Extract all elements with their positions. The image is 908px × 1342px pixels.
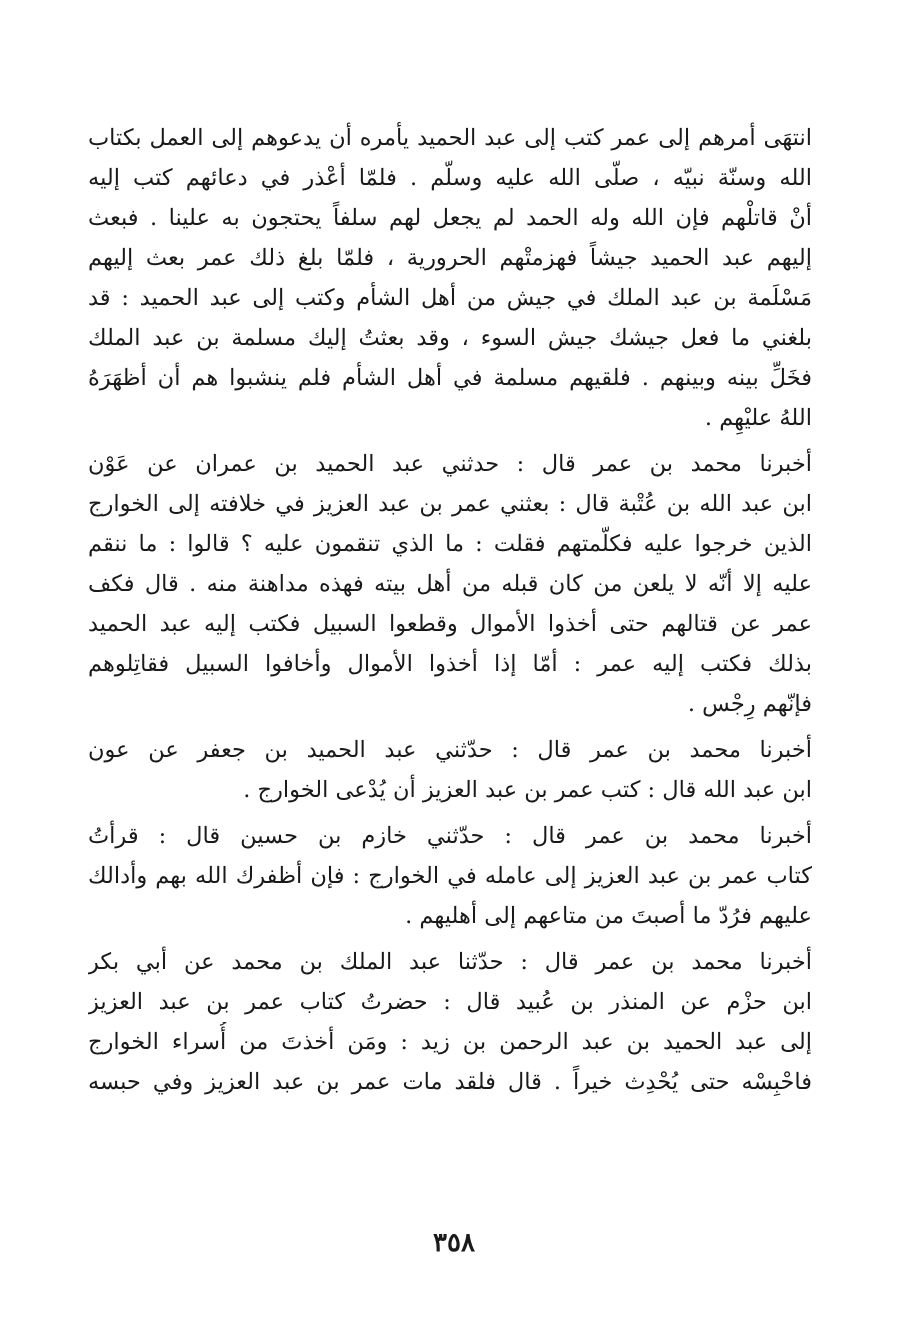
text-line: فإنّهم رِجْس . — [687, 691, 812, 717]
text-line: فخَلِّ بينه وبينهم . فلقيهم مسلمة في أهل الشأم فلم ينشبوا هم أن أظهَرَهُ — [88, 365, 812, 391]
text-line: الذين خرجوا عليه فكلّمتهم فقلت : ما الذي تنقمون عليه ؟ قالوا : ما ننقم — [88, 531, 812, 557]
paragraph-1 — [88, 118, 812, 438]
text-line: عمر عن قتالهم حتى أخذوا الأموال وقطعوا السبيل فكتب إليه عبد الحميد — [88, 611, 812, 637]
paragraph-2 — [88, 444, 812, 724]
paragraph-3 — [88, 730, 812, 810]
text-line: إليهم عبد الحميد جيشاً فهزمتْهم الحرورية ، فلمّا بلغ ذلك عمر بعث إليهم — [88, 245, 812, 271]
text-line: اللهُ عليْهِم . — [704, 405, 812, 431]
text-line: عليه إلا أنّه لا يلعن من كان قبله من أهل بيته فهذه مداهنة منه . قال فكف — [88, 571, 812, 597]
text-line: انتهَى أمرهم إلى عمر كتب إلى عبد الحميد يأمره أن يدعوهم إلى العمل بكتاب — [88, 125, 812, 151]
text-line: بلغني ما فعل جيشك جيش السوء ، وقد بعثتُ إليك مسلمة بن عبد الملك — [88, 325, 812, 351]
text-line: أخبرنا محمد بن عمر قال : حدّثني عبد الحميد بن جعفر عن عون — [88, 737, 812, 763]
text-line: مَسْلَمة بن عبد الملك في جيش من أهل الشأم وكتب إلى عبد الحميد : قد — [88, 285, 812, 311]
text-line: كتاب عمر بن عبد العزيز إلى عامله في الخوارج : فإن أظفرك الله بهم وأدالك — [88, 863, 812, 889]
text-line: إلى عبد الحميد بن عبد الرحمن بن زيد : ومَن أخذتَ من أُسراء الخوارج — [88, 1029, 812, 1055]
text-line: ابن عبد الله قال : كتب عمر بن عبد العزيز أن يُدْعى الخوارج . — [243, 777, 812, 803]
paragraph-5 — [88, 942, 812, 1102]
text-line: ابن عبد الله بن عُتْبة قال : بعثني عمر بن عبد العزيز في خلافته إلى الخوارج — [88, 491, 812, 517]
text-line: أخبرنا محمد بن عمر قال : حدّثني خازم بن حسين قال : قرأتُ — [88, 823, 812, 849]
paragraph-4 — [88, 816, 812, 936]
text-line: أنْ قاتلْهم فإن الله وله الحمد لم يجعل لهم سلفاً يحتجون به علينا . فبعث — [88, 205, 812, 231]
text-line: ابن حزْم عن المنذر بن عُبيد قال : حضرتُ كتاب عمر بن عبد العزيز — [88, 989, 812, 1015]
text-line: فاحْبِسْه حتى يُحْدِث خيراً . قال فلقد مات عمر بن عبد العزيز وفي حبسه — [88, 1069, 812, 1095]
text-line: الله وسنّة نبيّه ، صلّى الله عليه وسلّم . فلمّا أعْذر في دعائهم كتب إليه — [88, 165, 812, 191]
text-line: أخبرنا محمد بن عمر قال : حدثني عبد الحميد بن عمران عن عَوْن — [88, 451, 812, 477]
page-number: ٣٥٨ — [433, 1228, 475, 1258]
text-line: بذلك فكتب إليه عمر : أمّا إذا أخذوا الأموال وأخافوا السبيل فقاتِلوهم — [88, 651, 812, 677]
text-line: أخبرنا محمد بن عمر قال : حدّثنا عبد الملك بن محمد عن أبي بكر — [88, 949, 812, 975]
text-line: عليهم فرُدّ ما أصبتَ من متاعهم إلى أهليهم . — [405, 903, 812, 929]
page-body — [88, 118, 812, 1102]
